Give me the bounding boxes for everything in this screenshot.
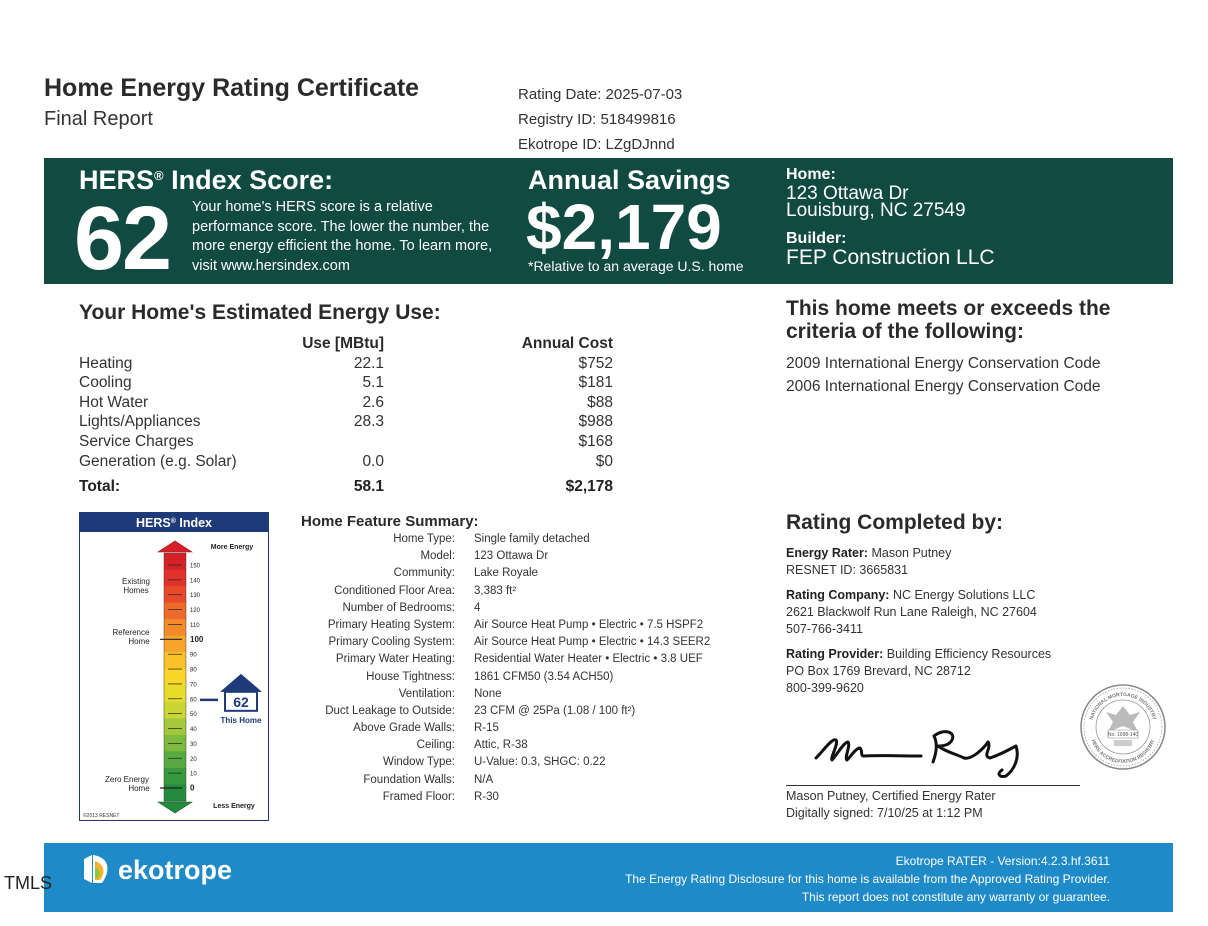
feature-label: Ceiling: xyxy=(416,739,455,752)
table-row xyxy=(300,756,770,773)
energy-total-row xyxy=(79,478,619,498)
feature-value: 23 CFM @ 25Pa (1.08 / 100 ft²) xyxy=(474,704,636,717)
feature-value: N/A xyxy=(474,773,494,786)
feature-value: 1861 CFM50 (3.54 ACH50) xyxy=(474,670,614,683)
this-home-score: 62 xyxy=(233,693,249,710)
feature-value: R-15 xyxy=(474,722,499,735)
registered-mark: ® xyxy=(154,168,164,183)
scale-tick-label: 20 xyxy=(190,756,197,763)
scale-tick-label: 100 xyxy=(190,634,204,644)
scale-band xyxy=(164,652,186,669)
table-row xyxy=(300,739,770,756)
feature-value: None xyxy=(474,687,502,700)
energy-category: Hot Water xyxy=(79,393,149,411)
feature-label: Primary Heating System: xyxy=(327,618,455,631)
registry-id: Registry ID: 518499816 xyxy=(518,111,676,128)
total-label: Total: xyxy=(79,478,121,496)
energy-rater-block xyxy=(786,545,951,579)
table-row xyxy=(300,619,770,636)
existing-homes-label-2: Homes xyxy=(123,586,149,595)
table-row xyxy=(300,653,770,670)
home-address xyxy=(786,185,966,219)
scale-band xyxy=(164,702,186,719)
rating-provider-address: PO Box 1769 Brevard, NC 28712 xyxy=(786,664,971,678)
feature-label: Community: xyxy=(393,567,455,580)
table-row xyxy=(79,355,619,375)
reference-home-label: Reference xyxy=(112,628,150,637)
energy-use-value: 22.1 xyxy=(353,354,384,372)
hers-index-graphic xyxy=(80,513,268,820)
rating-company-label: Rating Company: xyxy=(786,588,890,602)
table-row xyxy=(300,550,770,567)
feature-summary-table xyxy=(300,533,770,808)
less-energy-label: Less Energy xyxy=(213,803,255,810)
hers-index-title: HERS® Index xyxy=(135,516,213,530)
scale-band xyxy=(164,685,186,702)
total-cost: $2,178 xyxy=(565,478,613,496)
home-address-line2: Louisburg, NC 27549 xyxy=(786,200,966,221)
feature-label: Primary Water Heating: xyxy=(335,653,455,666)
energy-cost-value: $168 xyxy=(578,432,613,450)
rating-provider-label: Rating Provider: xyxy=(786,647,884,661)
scale-tick-label: 30 xyxy=(190,741,197,748)
rating-meta xyxy=(518,82,682,157)
builder-label: Builder: xyxy=(786,230,847,247)
energy-cost-value: $0 xyxy=(595,452,613,470)
mls-watermark: TMLS xyxy=(4,873,53,893)
energy-cost-value: $988 xyxy=(578,413,613,431)
annual-savings-label: Annual Savings xyxy=(528,165,731,195)
ekotrope-id: Ekotrope ID: LZgDJnnd xyxy=(518,136,675,153)
scale-tick-label: 40 xyxy=(190,727,197,734)
feature-value: Attic, R-38 xyxy=(474,739,528,752)
rating-provider-name: Building Efficiency Resources xyxy=(886,647,1052,661)
energy-use-header xyxy=(79,335,619,355)
scale-gradient xyxy=(164,553,186,802)
scale-band xyxy=(164,751,186,768)
scale-tick-label: 140 xyxy=(190,578,201,585)
scale-band xyxy=(164,570,186,587)
table-row xyxy=(300,791,770,808)
energy-use-value: 0.0 xyxy=(362,452,384,470)
energy-use-value: 2.6 xyxy=(362,393,384,411)
feature-label: Duct Leakage to Outside: xyxy=(325,704,455,717)
cost-column-header: Annual Cost xyxy=(521,335,613,352)
table-row xyxy=(300,602,770,619)
table-row xyxy=(300,671,770,688)
scale-tick-label: 70 xyxy=(190,682,197,689)
table-row xyxy=(300,688,770,705)
scale-tick-label: 0 xyxy=(190,783,195,793)
feature-value: Single family detached xyxy=(474,533,590,545)
feature-value: U-Value: 0.3, SHGC: 0.22 xyxy=(474,756,606,769)
scale-band xyxy=(164,636,186,653)
table-row xyxy=(300,567,770,584)
feature-label: Ventilation: xyxy=(398,687,455,700)
hers-score-value: 62 xyxy=(74,189,171,289)
signature-caption xyxy=(786,788,996,822)
feature-label: Number of Bedrooms: xyxy=(342,601,455,614)
feature-value: Air Source Heat Pump • Electric • 7.5 HSPF2 xyxy=(474,618,704,631)
energy-category: Lights/Appliances xyxy=(79,413,201,431)
energy-use-value: 28.3 xyxy=(353,413,384,431)
rating-company-block xyxy=(786,587,1037,638)
feature-summary-title: Home Feature Summary: xyxy=(301,513,479,530)
scale-band xyxy=(164,603,186,620)
scale-tick-label: 110 xyxy=(190,622,200,629)
hers-score-description: Your home's HERS score is a relative performance score. The lower the number, the more energy efficient the home. To learn more, visit www.hersindex.com xyxy=(192,199,493,274)
feature-value: 123 Ottawa Dr xyxy=(474,550,549,563)
feature-label: Above Grade Walls: xyxy=(353,722,455,735)
this-home-house-icon xyxy=(220,674,262,712)
less-energy-arrow-icon xyxy=(158,802,192,813)
feature-label: Model: xyxy=(420,550,455,563)
table-row xyxy=(300,585,770,602)
table-row xyxy=(300,774,770,791)
warranty-text: This report does not constitute any warranty or guarantee. xyxy=(801,890,1110,904)
table-row xyxy=(79,394,619,414)
energy-rater-label: Energy Rater: xyxy=(786,546,868,560)
table-row xyxy=(79,374,619,394)
table-row xyxy=(79,413,619,433)
certificate-title: Home Energy Rating Certificate xyxy=(44,74,420,102)
table-row xyxy=(300,533,770,550)
table-row xyxy=(79,433,619,453)
rating-completed-title: Rating Completed by: xyxy=(786,511,1004,534)
this-home-label: This Home xyxy=(220,715,262,725)
signed-date: Digitally signed: 7/10/25 at 1:12 PM xyxy=(786,806,983,820)
report-subtitle: Final Report xyxy=(44,108,153,130)
reference-home-label-2: Home xyxy=(128,637,150,646)
annual-savings-value: $2,179 xyxy=(526,191,722,263)
home-label: Home: xyxy=(786,166,836,183)
rating-provider-phone: 800-399-9620 xyxy=(786,681,864,695)
svg-text:NATIONAL MORTGAGE INDUSTRY: NATIONAL MORTGAGE INDUSTRY xyxy=(1088,691,1158,721)
resnet-id: RESNET ID: 3665831 xyxy=(786,563,909,577)
signer-name: Mason Putney, Certified Energy Rater xyxy=(786,789,996,803)
energy-rater-name: Mason Putney xyxy=(871,546,952,560)
scale-tick-label: 130 xyxy=(190,593,201,600)
feature-value: Lake Royale xyxy=(474,567,538,580)
scale-tick-label: 150 xyxy=(190,563,201,570)
resnet-copyright: ©2013 RESNET xyxy=(83,813,120,819)
feature-label: Conditioned Floor Area: xyxy=(334,584,455,597)
existing-homes-label: Existing xyxy=(121,577,151,586)
scale-band xyxy=(164,718,186,735)
rating-provider-block xyxy=(786,646,1051,697)
feature-label: Primary Cooling System: xyxy=(328,636,455,649)
rating-company-name: NC Energy Solutions LLC xyxy=(892,588,1036,602)
energy-cost-value: $752 xyxy=(578,354,613,372)
scale-band xyxy=(164,669,186,686)
annual-savings-note: *Relative to an average U.S. home xyxy=(528,258,744,274)
score-band xyxy=(44,158,1173,289)
scale-tick-label: 90 xyxy=(190,652,197,659)
feature-label: Foundation Walls: xyxy=(363,773,455,786)
hers-accreditation-seal-icon xyxy=(1078,682,1168,772)
rating-company-address: 2621 Blackwolf Run Lane Raleigh, NC 27604 xyxy=(786,605,1037,619)
rater-signature-image xyxy=(806,718,1036,784)
disclosure-text: The Energy Rating Disclosure for this home is available from the Approved Rating Provider. xyxy=(625,872,1110,886)
table-row xyxy=(300,705,770,722)
scale-tick-label: 10 xyxy=(190,771,197,778)
scale-band xyxy=(164,784,186,801)
energy-use-title: Your Home's Estimated Energy Use: xyxy=(79,301,441,324)
energy-cost-value: $181 xyxy=(578,374,613,392)
hers-label-text: HERS xyxy=(79,165,155,195)
energy-category: Cooling xyxy=(79,374,132,392)
feature-label: Home Type: xyxy=(393,533,455,545)
scale-tick-label: 50 xyxy=(190,712,197,719)
seal-number: No. 1998-140 xyxy=(1107,732,1139,738)
home-address-line1: 123 Ottawa Dr xyxy=(786,183,909,204)
total-use: 58.1 xyxy=(353,478,384,496)
ekotrope-logo-icon xyxy=(80,853,114,885)
energy-use-value: 5.1 xyxy=(362,374,384,392)
more-energy-arrow-icon xyxy=(158,541,192,552)
hers-label-suffix: Index Score: xyxy=(163,165,334,195)
footer-bar xyxy=(44,843,1173,912)
zero-energy-label: Zero Energy xyxy=(104,775,150,784)
criteria-title: This home meets or exceeds the criteria of the following: xyxy=(786,297,1111,343)
feature-label: House Tightness: xyxy=(366,670,455,683)
scale-band xyxy=(164,553,186,570)
signature-line xyxy=(786,785,1080,786)
builder-name: FEP Construction LLC xyxy=(786,246,995,269)
use-column-header: Use [MBtu] xyxy=(302,335,384,352)
ekotrope-logo-text: ekotrope xyxy=(118,855,233,885)
list-item: 2006 International Energy Conservation Code xyxy=(786,377,1101,395)
more-energy-label: More Energy xyxy=(210,544,254,551)
scale-band xyxy=(164,619,186,636)
energy-category: Service Charges xyxy=(79,432,194,450)
feature-value: R-30 xyxy=(474,790,499,803)
scale-tick-label: 60 xyxy=(190,697,197,704)
table-row xyxy=(79,453,619,473)
feature-value: 4 xyxy=(474,601,481,614)
feature-label: Framed Floor: xyxy=(382,790,455,803)
table-row xyxy=(300,722,770,739)
list-item: 2009 International Energy Conservation Code xyxy=(786,355,1101,372)
zero-energy-label-2: Home xyxy=(128,784,150,793)
feature-value: Air Source Heat Pump • Electric • 14.3 SEER2 xyxy=(474,636,711,649)
energy-category: Heating xyxy=(79,354,133,372)
energy-use-table xyxy=(79,335,619,498)
rating-date: Rating Date: 2025-07-03 xyxy=(518,86,683,103)
feature-label: Window Type: xyxy=(382,756,455,769)
energy-cost-value: $88 xyxy=(587,393,613,411)
footer-disclosure xyxy=(625,852,1110,906)
scale-tick-label: 120 xyxy=(190,608,201,615)
svg-text:HERS ACCREDITATION REGISTRY: HERS ACCREDITATION REGISTRY xyxy=(1089,738,1157,766)
feature-value: 3,383 ft² xyxy=(474,584,517,597)
hers-index-scale xyxy=(79,512,269,821)
criteria-list xyxy=(786,353,1101,398)
feature-value: Residential Water Heater • Electric • 3.8 UEF xyxy=(474,653,703,666)
rater-version: Ekotrope RATER - Version:4.2.3.hf.3611 xyxy=(895,854,1110,868)
scale-band xyxy=(164,768,186,785)
table-row xyxy=(300,636,770,653)
energy-category: Generation (e.g. Solar) xyxy=(79,452,237,470)
scale-tick-label: 80 xyxy=(190,667,197,674)
rating-company-phone: 507-766-3411 xyxy=(786,622,863,636)
